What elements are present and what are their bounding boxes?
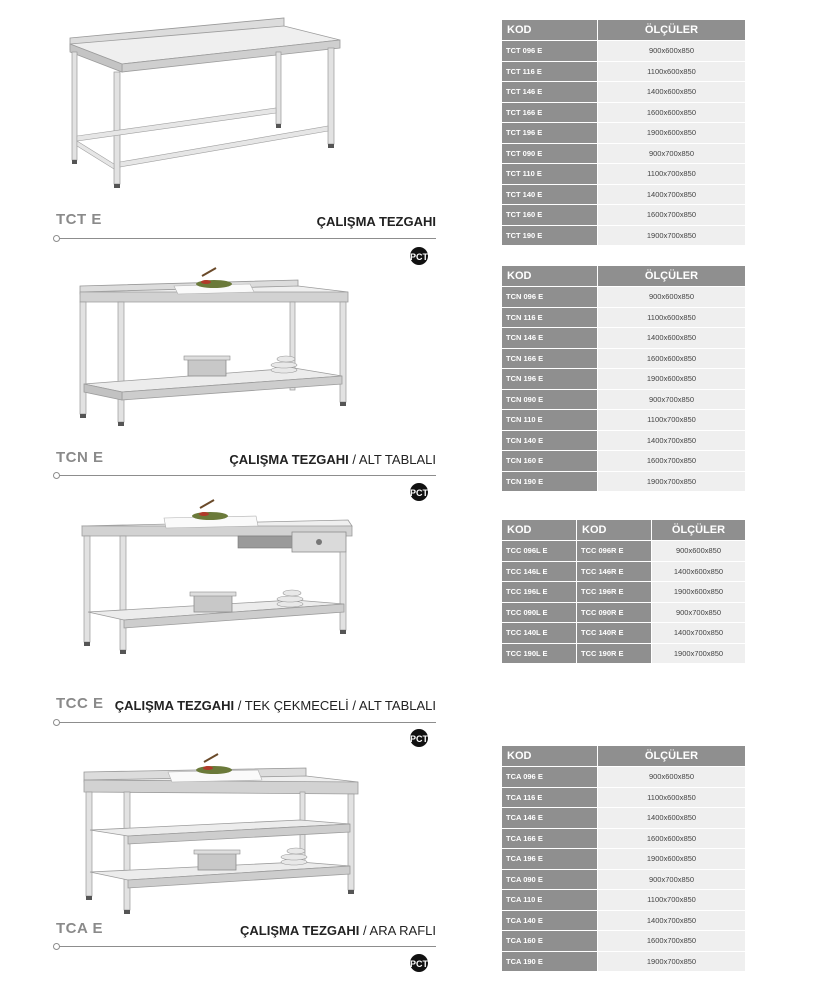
table-row [502,890,746,911]
title-bold: ÇALIŞMA TEZGAHI [229,452,349,467]
table-row [502,143,746,164]
cert-mark-icon [409,482,429,502]
dimension-cell: 900x700x850 [598,869,746,890]
divider-dot [53,719,60,726]
table-row [502,582,746,603]
code-cell: TCA 140 E [502,910,598,931]
table-row [502,951,746,972]
table-row [502,184,746,205]
worktable-tcc-illustration [78,498,358,660]
table-row [502,225,746,246]
product-code-tcn: TCN E [56,449,104,466]
worktable-tct-illustration [62,14,347,192]
product-code-tcc: TCC E [56,695,104,712]
table-row [502,164,746,185]
code-cell: TCT 110 E [502,164,598,185]
dimension-cell: 1900x700x850 [598,225,746,246]
dimension-cell: 1400x700x850 [598,910,746,931]
spec-table-tct [501,19,746,246]
table-row [502,389,746,410]
dimension-cell: 1100x600x850 [598,307,746,328]
spec-table-tcc [501,519,746,664]
table-body [502,287,746,492]
table-row [502,123,746,144]
dimension-cell: 1900x600x850 [598,369,746,390]
table-row [502,410,746,431]
worktable-tcn-illustration [74,264,356,432]
title-bold: ÇALIŞMA TEZGAHI [316,214,436,229]
table-row [502,307,746,328]
code-cell: TCA 110 E [502,890,598,911]
table-row [502,430,746,451]
code-cell: TCC 096R E [577,541,652,562]
code-cell: TCA 090 E [502,869,598,890]
svg-text:PCT: PCT [410,959,428,969]
code-cell: TCC 146R E [577,561,652,582]
svg-text:PCT: PCT [410,488,428,498]
table-row [502,369,746,390]
dimension-cell: 1600x600x850 [598,102,746,123]
code-cell: TCN 146 E [502,328,598,349]
code-cell: TCC 140L E [502,623,577,644]
dimension-cell: 900x700x850 [598,143,746,164]
dimension-cell: 1900x600x850 [652,582,746,603]
code-cell: TCA 190 E [502,951,598,972]
product-code-tca: TCA E [56,920,103,937]
code-cell: TCT 140 E [502,184,598,205]
code-cell: TCN 166 E [502,348,598,369]
dimension-cell: 900x600x850 [598,287,746,308]
dimension-cell: 1400x700x850 [652,623,746,644]
code-cell: TCA 146 E [502,808,598,829]
title-bold: ÇALIŞMA TEZGAHI [240,923,360,938]
section-divider [56,238,436,239]
code-cell: TCT 166 E [502,102,598,123]
dimension-cell: 900x700x850 [598,389,746,410]
section-divider [56,946,436,947]
code-cell: TCT 196 E [502,123,598,144]
table-body [502,41,746,246]
table-row [502,643,746,664]
column-header: KOD [502,20,598,41]
code-cell: TCC 196L E [502,582,577,603]
code-cell: TCC 090R E [577,602,652,623]
code-cell: TCC 090L E [502,602,577,623]
code-cell: TCN 190 E [502,471,598,492]
product-title-tca [240,923,436,938]
table-row [502,287,746,308]
table-row [502,561,746,582]
table-row [502,205,746,226]
code-cell: TCN 096 E [502,287,598,308]
worktable-tca-illustration [80,752,366,920]
dimension-cell: 1600x700x850 [598,931,746,952]
dimension-cell: 900x600x850 [652,541,746,562]
code-cell: TCT 096 E [502,41,598,62]
column-header: ÖLÇÜLER [598,746,746,767]
section-divider [56,722,436,723]
product-code-tct: TCT E [56,211,102,228]
table-row [502,328,746,349]
dimension-cell: 1400x600x850 [598,808,746,829]
dimension-cell: 1600x700x850 [598,205,746,226]
table-row [502,931,746,952]
dimension-cell: 1100x700x850 [598,410,746,431]
spec-table-tca [501,745,746,972]
dimension-cell: 1900x700x850 [598,951,746,972]
code-cell: TCC 190L E [502,643,577,664]
table-row [502,849,746,870]
column-header: ÖLÇÜLER [598,266,746,287]
code-cell: TCN 090 E [502,389,598,410]
cert-mark-icon [409,953,429,973]
code-cell: TCA 196 E [502,849,598,870]
dimension-cell: 1400x700x850 [598,184,746,205]
column-header: KOD [502,520,577,541]
code-cell: TCT 146 E [502,82,598,103]
code-cell: TCC 146L E [502,561,577,582]
column-header: ÖLÇÜLER [652,520,746,541]
svg-text:PCT: PCT [410,734,428,744]
dimension-cell: 1400x600x850 [598,82,746,103]
code-cell: TCA 096 E [502,767,598,788]
code-cell: TCA 166 E [502,828,598,849]
code-cell: TCN 110 E [502,410,598,431]
divider-dot [53,235,60,242]
title-rest: / ALT TABLALI [348,452,436,467]
dimension-cell: 1100x700x850 [598,890,746,911]
column-header: KOD [502,266,598,287]
section-divider [56,475,436,476]
product-title-tcn [229,452,436,467]
dimension-cell: 1900x700x850 [652,643,746,664]
divider-dot [53,943,60,950]
code-cell: TCC 196R E [577,582,652,603]
table-row [502,102,746,123]
dimension-cell: 1400x600x850 [652,561,746,582]
code-cell: TCC 140R E [577,623,652,644]
code-cell: TCC 190R E [577,643,652,664]
table-row [502,41,746,62]
dimension-cell: 1400x600x850 [598,328,746,349]
code-cell: TCC 096L E [502,541,577,562]
column-header: KOD [502,746,598,767]
table-row [502,451,746,472]
column-header: KOD [577,520,652,541]
dimension-cell: 1100x600x850 [598,61,746,82]
table-row [502,471,746,492]
cert-mark-icon [409,728,429,748]
dimension-cell: 1100x600x850 [598,787,746,808]
dimension-cell: 1600x600x850 [598,348,746,369]
column-header: ÖLÇÜLER [598,20,746,41]
table-row [502,61,746,82]
title-bold: ÇALIŞMA TEZGAHI [114,698,235,713]
dimension-cell: 1100x700x850 [598,164,746,185]
table-row [502,623,746,644]
product-title-tct [317,214,436,229]
spec-table-tcn [501,265,746,492]
code-cell: TCT 116 E [502,61,598,82]
table-row [502,602,746,623]
table-row [502,808,746,829]
divider-dot [53,472,60,479]
code-cell: TCN 140 E [502,430,598,451]
code-cell: TCN 116 E [502,307,598,328]
code-cell: TCT 160 E [502,205,598,226]
table-body [502,541,746,664]
dimension-cell: 1400x700x850 [598,430,746,451]
table-row [502,82,746,103]
table-row [502,910,746,931]
product-title-tcc [115,698,436,713]
svg-text:PCT: PCT [410,252,428,262]
table-row [502,869,746,890]
title-rest: / TEK ÇEKMECELİ / ALT TABLALI [234,698,436,713]
cert-mark-icon [409,246,429,266]
dimension-cell: 1600x600x850 [598,828,746,849]
dimension-cell: 900x600x850 [598,41,746,62]
code-cell: TCT 090 E [502,143,598,164]
table-row [502,787,746,808]
code-cell: TCN 196 E [502,369,598,390]
dimension-cell: 1900x600x850 [598,849,746,870]
dimension-cell: 1900x600x850 [598,123,746,144]
code-cell: TCN 160 E [502,451,598,472]
code-cell: TCT 190 E [502,225,598,246]
dimension-cell: 1600x700x850 [598,451,746,472]
table-row [502,541,746,562]
dimension-cell: 900x600x850 [598,767,746,788]
dimension-cell: 1900x700x850 [598,471,746,492]
code-cell: TCA 116 E [502,787,598,808]
table-body [502,767,746,972]
table-row [502,348,746,369]
table-row [502,767,746,788]
table-row [502,828,746,849]
title-rest: / ARA RAFLI [359,923,436,938]
dimension-cell: 900x700x850 [652,602,746,623]
code-cell: TCA 160 E [502,931,598,952]
